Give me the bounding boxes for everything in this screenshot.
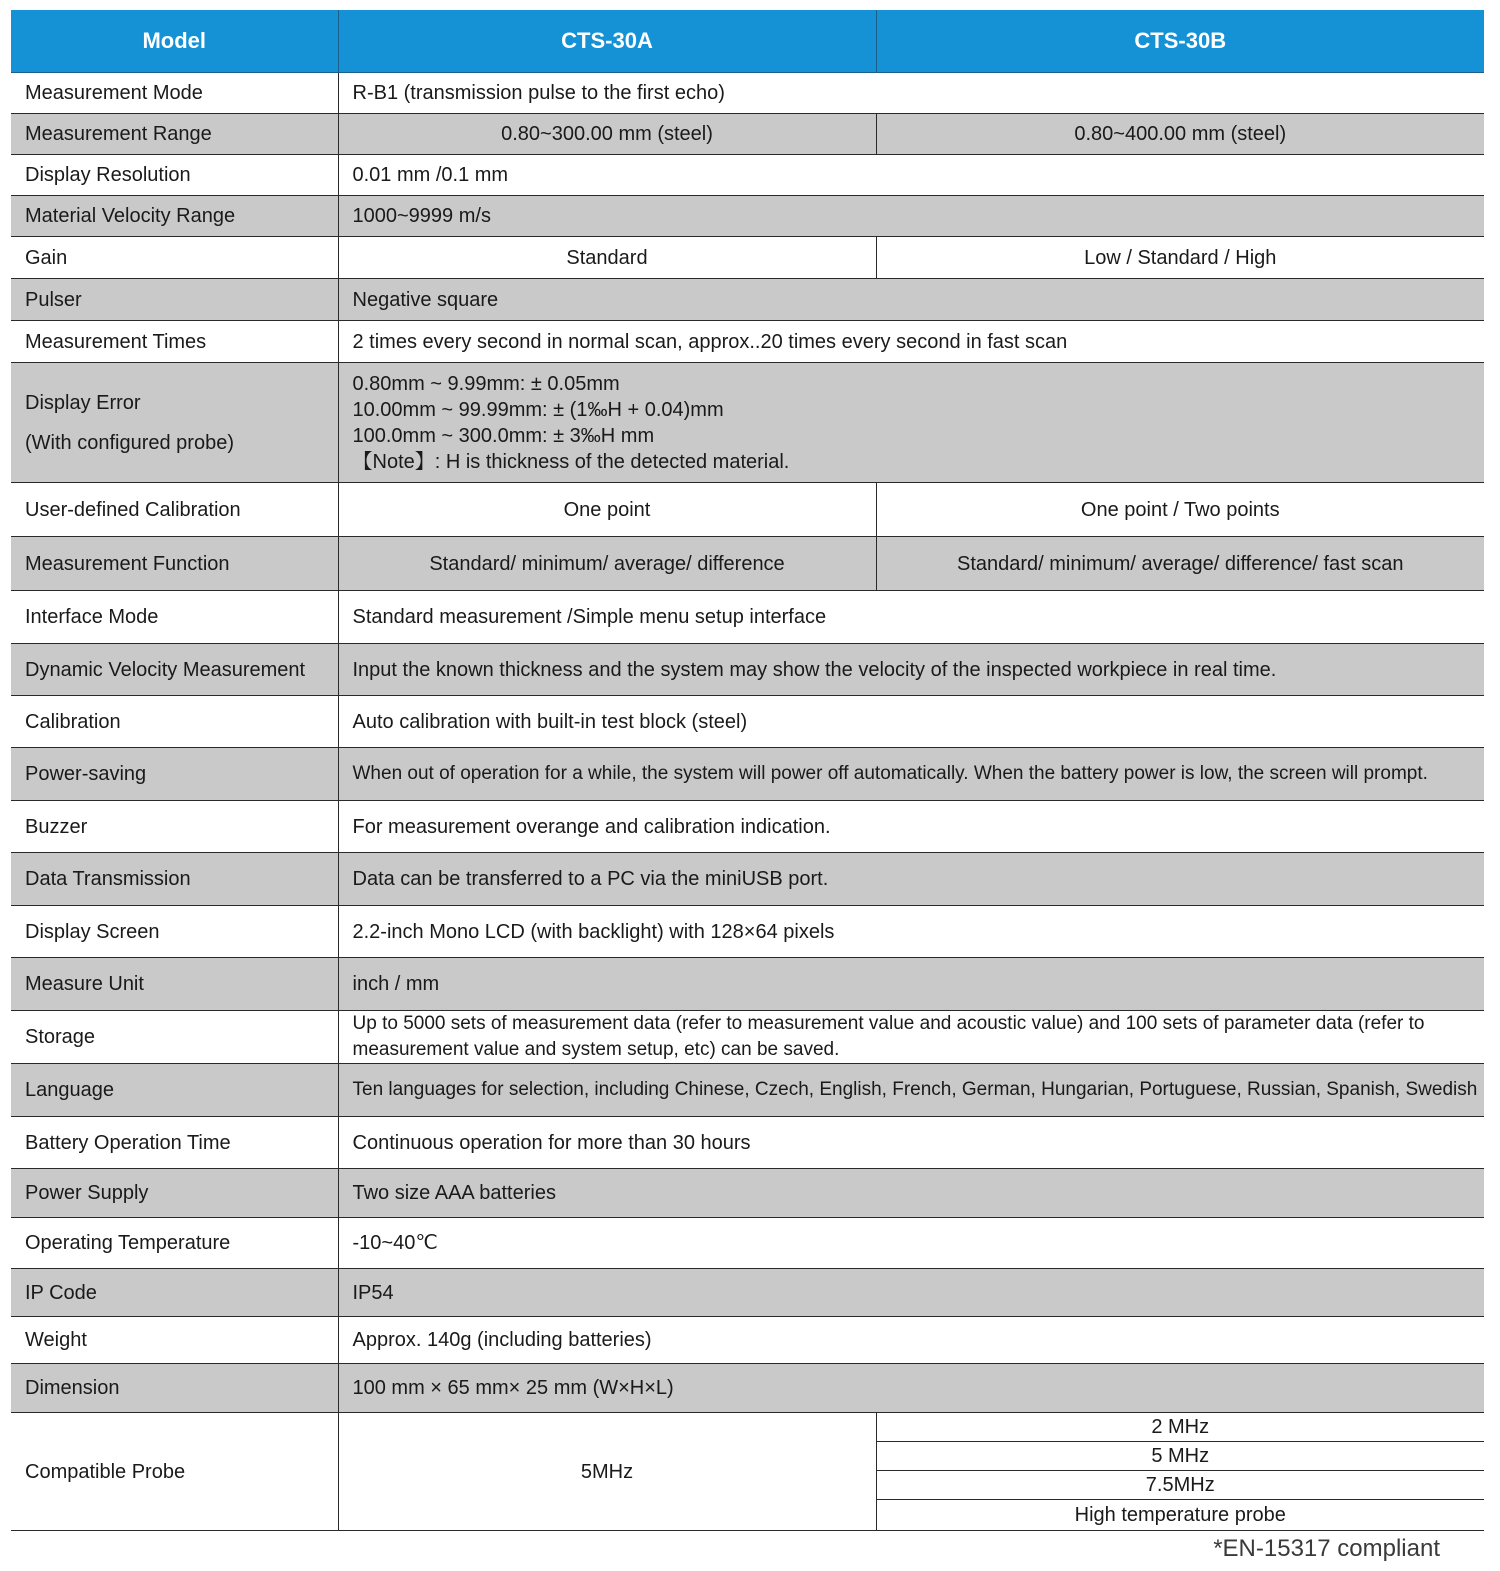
row-value-line: measurement value and system setup, etc) can be saved. bbox=[352, 1039, 840, 1060]
table-row bbox=[11, 696, 1484, 748]
row-value: Negative square bbox=[338, 279, 1484, 321]
table-row bbox=[11, 1364, 1484, 1413]
probe-option: High temperature probe bbox=[1074, 1504, 1286, 1526]
row-value: 0.01 mm /0.1 mm bbox=[338, 155, 1484, 196]
table-row bbox=[11, 537, 1484, 591]
row-value: 2.2-inch Mono LCD (with backlight) with 128×64 pixels bbox=[338, 906, 1484, 958]
row-label: Dynamic Velocity Measurement bbox=[11, 644, 338, 696]
row-label: Weight bbox=[11, 1317, 338, 1364]
table-row bbox=[11, 748, 1484, 801]
row-label: Power Supply bbox=[11, 1169, 338, 1218]
row-label: Data Transmission bbox=[11, 853, 338, 906]
table-row bbox=[11, 483, 1484, 537]
row-value-cts-30b: One point / Two points bbox=[876, 483, 1484, 537]
row-value-line: Up to 5000 sets of measurement data (refer to measurement value and acoustic value) and 100 sets of parameter data (refer to bbox=[352, 1013, 1425, 1034]
row-label: Measurement Range bbox=[11, 114, 338, 155]
table-row bbox=[11, 1169, 1484, 1218]
row-value: Ten languages for selection, including Chinese, Czech, English, French, German, Hungarian, Portuguese, Russian, Spanish, Swedish bbox=[338, 1064, 1484, 1117]
row-label: Storage bbox=[11, 1011, 338, 1064]
row-label: Measure Unit bbox=[11, 958, 338, 1011]
row-label: User-defined Calibration bbox=[11, 483, 338, 537]
row-value-cts-30a: One point bbox=[338, 483, 876, 537]
row-label: Battery Operation Time bbox=[11, 1117, 338, 1169]
row-value: Two size AAA batteries bbox=[338, 1169, 1484, 1218]
row-value: Auto calibration with built-in test block (steel) bbox=[338, 696, 1484, 748]
table-row bbox=[11, 644, 1484, 696]
row-value: Continuous operation for more than 30 hours bbox=[338, 1117, 1484, 1169]
row-label: Measurement Function bbox=[11, 537, 338, 591]
row-label: Pulser bbox=[11, 279, 338, 321]
row-value-line: 0.80mm ~ 9.99mm: ± 0.05mm bbox=[352, 372, 620, 395]
table-row bbox=[11, 1064, 1484, 1117]
header-row bbox=[11, 10, 1484, 73]
header-cts-30a: CTS-30A bbox=[338, 10, 876, 73]
row-value: 1000~9999 m/s bbox=[338, 196, 1484, 237]
row-value-line: 100.0mm ~ 300.0mm: ± 3‰H mm bbox=[352, 424, 655, 447]
probe-option: 5 MHz bbox=[877, 1442, 1485, 1471]
row-value: Input the known thickness and the system may show the velocity of the inspected workpiece in real time. bbox=[338, 644, 1484, 696]
table-row bbox=[11, 363, 1484, 483]
table-row bbox=[11, 906, 1484, 958]
row-value: -10~40℃ bbox=[338, 1218, 1484, 1269]
probe-option: 2 MHz bbox=[877, 1413, 1485, 1442]
row-label: Calibration bbox=[11, 696, 338, 748]
row-value-line: 10.00mm ~ 99.99mm: ± (1‰H + 0.04)mm bbox=[352, 398, 724, 421]
row-label: IP Code bbox=[11, 1269, 338, 1317]
row-value-line: 【Note】: H is thickness of the detected material. bbox=[352, 450, 790, 473]
table-row bbox=[11, 1218, 1484, 1269]
row-value-cts-30b: 0.80~400.00 mm (steel) bbox=[876, 114, 1484, 155]
row-value bbox=[338, 363, 1484, 483]
header-cts-30b: CTS-30B bbox=[876, 10, 1484, 73]
row-value: inch / mm bbox=[338, 958, 1484, 1011]
spec-table bbox=[11, 10, 1484, 1531]
table-row bbox=[11, 73, 1484, 114]
table-row bbox=[11, 321, 1484, 363]
row-label-line: (With configured probe) bbox=[25, 431, 234, 454]
row-label: Language bbox=[11, 1064, 338, 1117]
row-value-cts-30a: Standard/ minimum/ average/ difference bbox=[338, 537, 876, 591]
table-row bbox=[11, 1413, 1484, 1531]
table-row bbox=[11, 1011, 1484, 1064]
row-label: Measurement Times bbox=[11, 321, 338, 363]
row-value: IP54 bbox=[338, 1269, 1484, 1317]
row-label: Interface Mode bbox=[11, 591, 338, 644]
row-value: Standard measurement /Simple menu setup interface bbox=[338, 591, 1484, 644]
table-row bbox=[11, 591, 1484, 644]
row-value: Approx. 140g (including batteries) bbox=[338, 1317, 1484, 1364]
row-value: Data can be transferred to a PC via the miniUSB port. bbox=[338, 853, 1484, 906]
table-row bbox=[11, 801, 1484, 853]
table-row bbox=[11, 155, 1484, 196]
probe-list-cts-30b bbox=[876, 1413, 1484, 1531]
table-row bbox=[11, 1269, 1484, 1317]
row-label: Material Velocity Range bbox=[11, 196, 338, 237]
row-label: Display Screen bbox=[11, 906, 338, 958]
compliance-footnote: *EN-15317 compliant bbox=[1213, 1535, 1440, 1562]
table-row bbox=[11, 1117, 1484, 1169]
row-label: Display Resolution bbox=[11, 155, 338, 196]
row-value: For measurement overange and calibration indication. bbox=[338, 801, 1484, 853]
row-label bbox=[11, 363, 338, 483]
table-row bbox=[11, 279, 1484, 321]
probe-option: 7.5MHz bbox=[877, 1471, 1485, 1500]
row-value: 100 mm × 65 mm× 25 mm (W×H×L) bbox=[338, 1364, 1484, 1413]
row-label: Compatible Probe bbox=[11, 1413, 338, 1531]
row-value: 2 times every second in normal scan, approx..20 times every second in fast scan bbox=[338, 321, 1484, 363]
row-label-line: Display Error bbox=[25, 391, 141, 414]
table-row bbox=[11, 196, 1484, 237]
row-value-cts-30b: Low / Standard / High bbox=[876, 237, 1484, 279]
row-value bbox=[338, 1011, 1484, 1064]
table-row bbox=[11, 1317, 1484, 1364]
header-model: Model bbox=[11, 10, 338, 73]
table-row bbox=[11, 853, 1484, 906]
table-row bbox=[11, 958, 1484, 1011]
row-value: When out of operation for a while, the system will power off automatically. When the battery power is low, the screen will prompt. bbox=[338, 748, 1484, 801]
row-label: Operating Temperature bbox=[11, 1218, 338, 1269]
table-row bbox=[11, 237, 1484, 279]
row-label: Dimension bbox=[11, 1364, 338, 1413]
row-value-cts-30a: 5MHz bbox=[338, 1413, 876, 1531]
row-value-cts-30a: Standard bbox=[338, 237, 876, 279]
row-label: Gain bbox=[11, 237, 338, 279]
row-label: Power-saving bbox=[11, 748, 338, 801]
row-label: Measurement Mode bbox=[11, 73, 338, 114]
row-value-cts-30a: 0.80~300.00 mm (steel) bbox=[338, 114, 876, 155]
row-value: R-B1 (transmission pulse to the first echo) bbox=[338, 73, 1484, 114]
table-row bbox=[11, 114, 1484, 155]
row-value-cts-30b: Standard/ minimum/ average/ difference/ fast scan bbox=[876, 537, 1484, 591]
row-label: Buzzer bbox=[11, 801, 338, 853]
